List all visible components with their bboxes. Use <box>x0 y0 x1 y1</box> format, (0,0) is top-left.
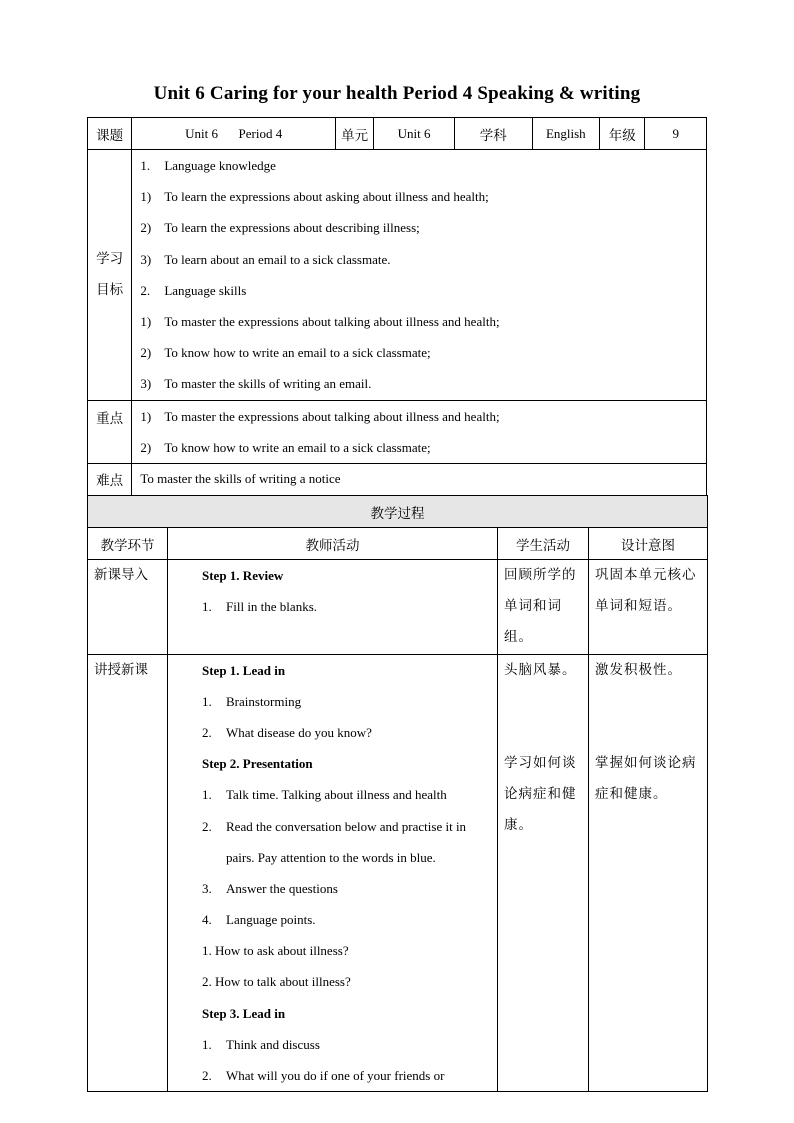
step1-title: Step 1. Lead in <box>202 662 286 678</box>
objective-line-text: To learn the expressions about asking about illness and health; <box>164 189 489 205</box>
col-stage: 教学环节 <box>88 528 168 560</box>
objective-line-text: Language knowledge <box>164 158 276 173</box>
objective-line <box>140 212 706 243</box>
process-header: 教学过程 <box>88 496 708 528</box>
key-point-line-num: 1) <box>140 408 152 424</box>
page-title: Unit 6 Caring for your health Period 4 Speaking & writing <box>153 83 641 104</box>
objective-line <box>140 368 706 399</box>
step2-item-num: 3. <box>202 880 212 896</box>
row2-design-a: 激发积极性。 <box>595 661 682 678</box>
objective-line-num: 3) <box>140 251 152 267</box>
objective-line <box>140 306 706 337</box>
step1-item-num: 1. <box>202 693 212 709</box>
sub-item: 1. How to ask about illness? <box>202 943 349 959</box>
step2-item-num: 1. <box>202 787 212 803</box>
row1-teacher <box>168 560 498 655</box>
step2-item-num: 4. <box>202 912 212 928</box>
row2-design <box>589 654 708 1092</box>
unit-value: Unit 6 <box>374 118 455 150</box>
objective-line-text: To learn about an email to a sick classmate. <box>164 251 391 267</box>
key-point-line-text: To master the expressions about talking about illness and health; <box>164 408 500 424</box>
objective-line <box>140 150 706 181</box>
key-point-line-num: 2) <box>140 439 152 455</box>
topic-unit: Unit 6 <box>185 125 218 141</box>
row2-teacher <box>168 654 498 1092</box>
step2-item-text: Answer the questions <box>226 880 338 896</box>
row1-stage: 新课导入 <box>88 560 168 655</box>
teaching-process-table <box>87 495 708 1092</box>
step2-item-text: Talk time. Talking about illness and health <box>226 787 447 803</box>
step3-item-text: Think and discuss <box>226 1036 320 1052</box>
step1-item-num: 2. <box>202 724 212 740</box>
step2-item-num: 2. <box>202 818 212 834</box>
objective-line-num: 2) <box>140 220 152 236</box>
step2-item <box>202 811 489 842</box>
objectives-label <box>88 150 132 401</box>
objective-line-num: 3) <box>140 376 152 392</box>
objectives-label-line1: 学习 <box>96 250 124 267</box>
subject-label: 学科 <box>454 118 532 150</box>
subject-value: English <box>532 118 600 150</box>
key-point-line-text: To know how to write an email to a sick classmate; <box>164 439 431 455</box>
step2-item <box>202 842 489 873</box>
step3-title: Step 3. Lead in <box>202 1005 286 1021</box>
col-student: 学生活动 <box>498 528 589 560</box>
objective-line-text: To know how to write an email to a sick classmate; <box>164 345 431 361</box>
step2-item <box>202 904 489 935</box>
objective-line-num: 1. <box>140 158 151 173</box>
objective-line-text: To learn the expressions about describing illness; <box>164 220 420 236</box>
step1-item-text: What disease do you know? <box>226 724 372 740</box>
objective-line-text: To master the expressions about talking about illness and health; <box>164 313 500 329</box>
grade-value: 9 <box>645 118 707 150</box>
step2-item-text: pairs. Pay attention to the words in blue. <box>226 849 436 865</box>
step2-item <box>202 779 489 810</box>
objective-line-text: Language skills <box>164 282 247 298</box>
step3-item-num: 1. <box>202 1036 212 1052</box>
key-points-content <box>132 400 707 463</box>
step2-item <box>202 873 489 904</box>
key-point-line <box>140 432 706 463</box>
col-teacher: 教师活动 <box>168 528 498 560</box>
objective-line-num: 1) <box>140 189 152 205</box>
objective-line <box>140 181 706 212</box>
objective-line-num: 2) <box>140 345 152 361</box>
step2-item-text: Read the conversation below and practise it in <box>226 818 467 834</box>
topic-period: Period 4 <box>238 125 283 141</box>
step3-item <box>202 1060 489 1091</box>
sub-item: 2. How to talk about illness? <box>202 974 351 990</box>
objective-line-num: 1) <box>140 313 152 329</box>
difficult-points-text: To master the skills of writing a notice <box>132 463 707 495</box>
step1-item <box>202 717 489 748</box>
row2-student-a: 头脑风暴。 <box>504 661 577 678</box>
lesson-info-table <box>87 117 707 496</box>
row2-student-b: 学习如何谈论病症和健康。 <box>504 754 577 834</box>
step1-item-text: Brainstorming <box>226 693 302 709</box>
key-point-line <box>140 401 706 432</box>
col-design: 设计意图 <box>589 528 708 560</box>
step1-item <box>202 686 489 717</box>
row2-design-b: 掌握如何谈论病症和健康。 <box>595 754 697 802</box>
row1-item: 1. Fill in the blanks. <box>202 599 317 615</box>
unit-label: 单元 <box>335 118 373 150</box>
objective-line <box>140 337 706 368</box>
row1-step-title: Step 1. Review <box>202 568 284 583</box>
step3-item-num: 2. <box>202 1068 212 1084</box>
objective-line-num: 2. <box>140 282 151 298</box>
step2-item-text: Language points. <box>226 912 316 928</box>
row2-stage: 讲授新课 <box>88 654 168 1092</box>
row2-student <box>498 654 589 1092</box>
objective-line-text: To master the skills of writing an email. <box>164 376 372 392</box>
difficult-points-label: 难点 <box>88 463 132 495</box>
key-points-label: 重点 <box>88 400 132 463</box>
objectives-label-line2: 目标 <box>96 281 124 298</box>
topic-value <box>132 118 336 150</box>
objective-line <box>140 275 706 306</box>
step3-item-text: What will you do if one of your friends or <box>226 1068 445 1084</box>
objectives-content <box>132 150 707 401</box>
step3-item <box>202 1029 489 1060</box>
row1-design: 巩固本单元核心单词和短语。 <box>589 560 708 655</box>
topic-label: 课题 <box>88 118 132 150</box>
grade-label: 年级 <box>600 118 645 150</box>
row1-student: 回顾所学的单词和词组。 <box>498 560 589 655</box>
objective-line <box>140 244 706 275</box>
step2-title: Step 2. Presentation <box>202 756 313 772</box>
